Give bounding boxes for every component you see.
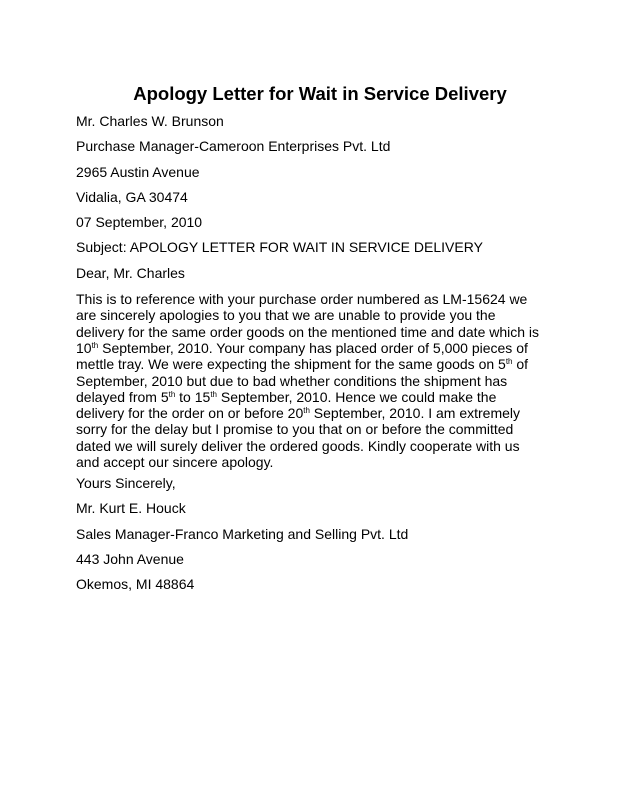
body-line: delivery for the same order goods on the mentioned time and date which is <box>76 323 540 340</box>
body-text: September, 2010. I am extremely <box>309 405 521 422</box>
ordinal-suffix: th <box>303 406 310 416</box>
body-text: to 15 <box>175 388 211 405</box>
body-line <box>76 356 566 372</box>
body-line: are sincerely apologies to you that we are unable to provide you the <box>76 307 496 324</box>
letter-body <box>76 288 566 473</box>
ordinal-suffix: th <box>91 340 99 350</box>
sender-name: Mr. Kurt E. Houck <box>76 500 186 517</box>
body-text: of <box>512 356 529 373</box>
body-line: dated we will surely deliver the ordered goods. Kindly cooperate with us <box>76 437 520 454</box>
body-line: This is to reference with your purchase order numbered as LM-15624 we <box>76 291 528 308</box>
letter-date: 07 September, 2010 <box>76 214 203 231</box>
letter-content <box>76 111 566 600</box>
sender-city: Okemos, MI 48864 <box>76 576 195 593</box>
letter-title: Apology Letter for Wait in Service Delivery <box>133 83 507 104</box>
recipient-position: Purchase Manager-Cameroon Enterprises Pvt. Ltd <box>76 138 391 155</box>
ordinal-suffix: th <box>210 389 217 399</box>
body-line: and accept our sincere apology. <box>76 454 274 471</box>
sender-position: Sales Manager-Franco Marketing and Selling Pvt. Ltd <box>76 525 409 542</box>
body-text: delivery for the order on or before 20 <box>76 405 304 422</box>
sender-street: 443 John Avenue <box>76 550 184 567</box>
body-line <box>76 389 566 405</box>
body-line: September, 2010 but due to bad whether conditions the shipment has <box>76 372 508 389</box>
ordinal-suffix: th <box>168 389 176 399</box>
body-line <box>76 340 566 356</box>
recipient-street: 2965 Austin Avenue <box>76 163 200 180</box>
ordinal-suffix: th <box>505 357 513 367</box>
letter-subject: Subject: APOLOGY LETTER FOR WAIT IN SERVICE DELIVERY <box>76 239 483 256</box>
body-text: mettle tray. We were expecting the shipment for the same goods on 5 <box>76 356 506 373</box>
body-line <box>76 405 566 421</box>
recipient-city: Vidalia, GA 30474 <box>76 188 188 205</box>
body-text: September, 2010. Hence we could make the <box>216 388 497 405</box>
body-text: 10 <box>76 339 92 356</box>
body-text: September, 2010. Your company has placed order of 5,000 pieces of <box>98 339 528 356</box>
body-line: sorry for the delay but I promise to you that on or before the committed <box>76 421 514 438</box>
letter-salutation: Dear, Mr. Charles <box>76 264 185 281</box>
body-text: delayed from 5 <box>76 388 169 405</box>
recipient-name: Mr. Charles W. Brunson <box>76 113 224 129</box>
letter-closing: Yours Sincerely, <box>76 475 176 492</box>
